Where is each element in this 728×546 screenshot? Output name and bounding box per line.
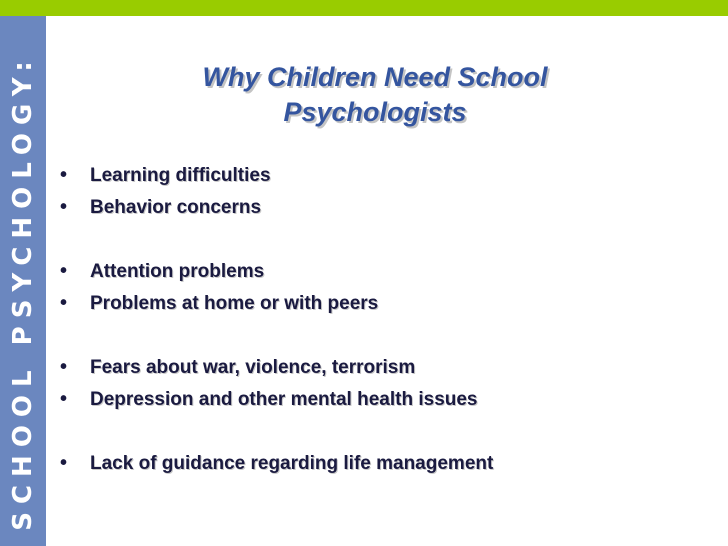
top-accent-bar <box>0 0 728 16</box>
bullet-icon: • <box>60 388 68 410</box>
bullet-text: Problems at home or with peers <box>90 293 379 314</box>
side-banner <box>0 16 46 546</box>
bullet-icon: • <box>60 260 68 282</box>
bullet-icon: • <box>60 356 68 378</box>
bullet-icon: • <box>60 292 68 314</box>
slide-title-line-2: Psychologists <box>283 97 467 127</box>
bullet-text: Fears about war, violence, terrorism <box>90 357 416 378</box>
bullet-text: Lack of guidance regarding life management <box>90 453 494 474</box>
bullet-list <box>60 160 493 480</box>
bullet-icon: • <box>60 452 68 474</box>
bullet-text: Learning difficulties <box>90 165 271 186</box>
bullet-item <box>60 448 493 480</box>
bullet-item <box>60 256 493 288</box>
side-banner-label: SCHOOL PSYCHOLOGY: <box>8 53 38 531</box>
bullet-text: Depression and other mental health issues <box>90 389 478 410</box>
bullet-icon: • <box>60 196 68 218</box>
bullet-item <box>60 288 493 320</box>
bullet-item <box>60 384 493 416</box>
slide-title <box>110 60 640 130</box>
bullet-item <box>60 160 493 192</box>
bullet-text: Attention problems <box>90 261 265 282</box>
bullet-item <box>60 352 493 384</box>
bullet-item <box>60 192 493 224</box>
bullet-icon: • <box>60 164 68 186</box>
slide-title-line-1: Why Children Need School <box>202 62 548 92</box>
bullet-text: Behavior concerns <box>90 197 262 218</box>
